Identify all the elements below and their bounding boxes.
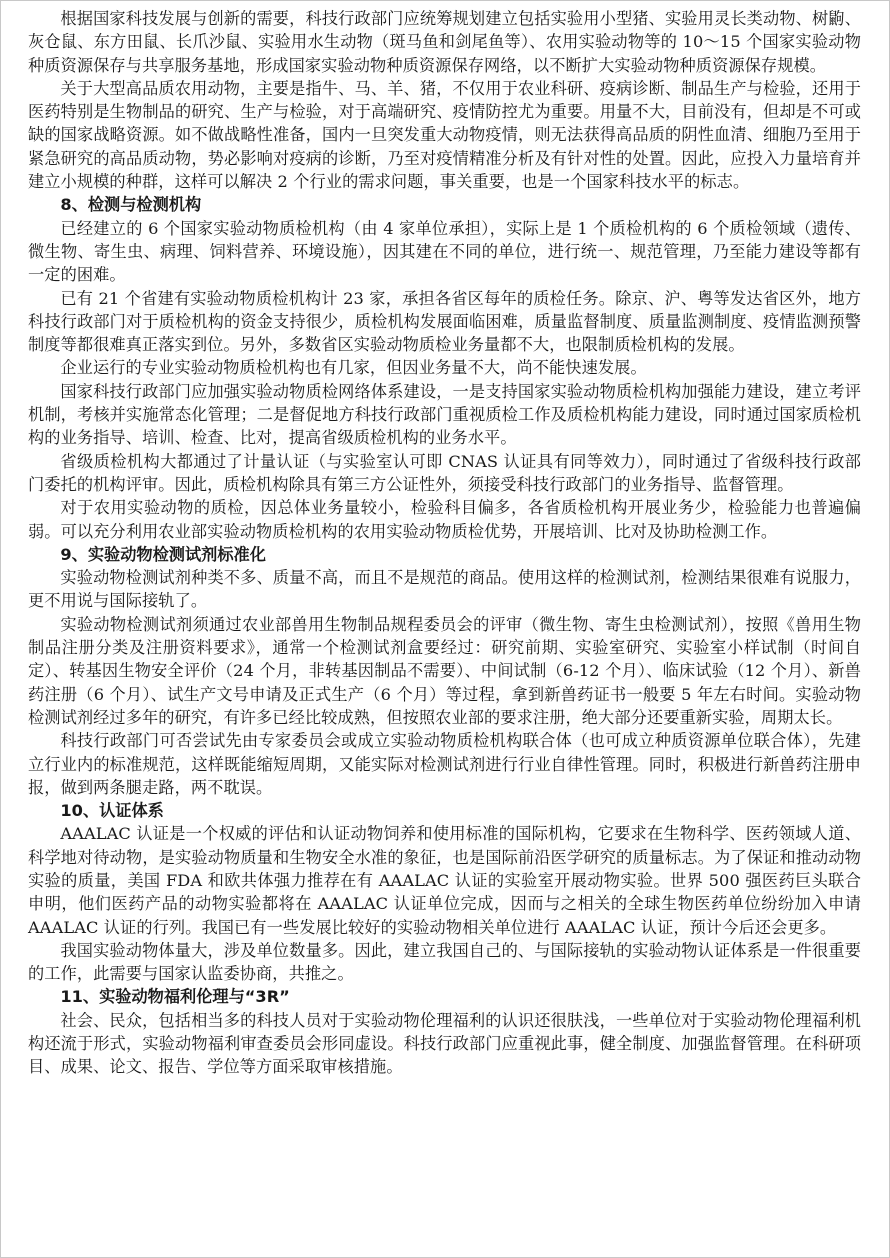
section-heading: 11、实验动物福利伦理与“3R” <box>60 987 290 1007</box>
body-paragraph: 关于大型高品质农用动物，主要是指牛、马、羊、猪，不仅用于农业科研、疫病诊断、制品生产与检验，还用于医药特别是生物制品的研究、生产与检验，对于高端研究、疫情防控尤为重要。用量不大，目前没有，但却是不可或缺的国家战略资源。如不做战略性准备，国内一旦突发重大动物疫情，则无法获得高品质的阴性血清、细胞乃至用于紧急研究的高品质动物，势必影响对疫病的诊断，乃至对疫情精准分析及有针对性的处置。因此，应投入力量培育并建立小规模的种群，这样可以解决 2 个行业的需求问题，事关重要，也是一个国家科技水平的标志。 <box>28 78 861 192</box>
body-paragraph: 根据国家科技发展与创新的需要，科技行政部门应统筹规划建立包括实验用小型猪、实验用灵长类动物、树鼩、灰仓鼠、东方田鼠、长爪沙鼠、实验用水生动物（斑马鱼和剑尾鱼等）、农用实验动物等的 10～15 个国家实验动物种质资源保存与共享服务基地，形成国家实验动物种质资源保存网络，以不断扩大实验动物种质资源保存规模。 <box>28 9 861 75</box>
body-paragraph: 科技行政部门可否尝试先由专家委员会或成立实验动物质检机构联合体（也可成立种质资源单位联合体），先建立行业内的标准规范，这样既能缩短周期，又能实际对检测试剂进行行业自律性管理。同时，积极进行新兽药注册申报，做到两条腿走路，两不耽误。 <box>28 731 861 797</box>
body-paragraph: 企业运行的专业实验动物质检机构也有几家，但因业务量不大，尚不能快速发展。 <box>60 358 647 378</box>
body-paragraph: 我国实验动物体量大，涉及单位数量多。因此，建立我国自己的、与国际接轨的实验动物认证体系是一件很重要的工作，此需要与国家认监委协商，共推之。 <box>28 940 861 984</box>
section-heading: 10、认证体系 <box>60 801 164 821</box>
document-body <box>28 7 861 1079</box>
body-paragraph: AAALAC 认证是一个权威的评估和认证动物饲养和使用标准的国际机构，它要求在生物科学、医药领域人道、科学地对待动物，是实验动物质量和生物安全水准的象征，也是国际前沿医学研究的质量标志。为了保证和推动动物实验的质量，美国 FDA 和欧共体强力推荐在有 AAALAC 认证的实验室开展动物实验。世界 500 强医药巨头联合申明，他们医药产品的动物实验都将在 AAALAC 认证单位完成，因而与之相关的全球生物医药单位纷纷加入申请 AAALAC 认证的行列。我国已有一些发展比较好的实验动物相关单位进行 AAALAC 认证，预计今后还会更多。 <box>28 824 861 937</box>
body-paragraph: 国家科技行政部门应加强实验动物质检网络体系建设，一是支持国家实验动物质检机构加强能力建设，建立考评机制，考核并实施常态化管理；二是督促地方科技行政部门重视质检工作及质检机构能力建设，同时通过国家质检机构的业务指导、培训、检查、比对，提高省级质检机构的业务水平。 <box>28 381 861 448</box>
section-heading: 9、实验动物检测试剂标准化 <box>60 544 266 564</box>
body-paragraph: 已经建立的 6 个国家实验动物质检机构（由 4 家单位承担），实际上是 1 个质检机构的 6 个质检领域（遗传、微生物、寄生虫、病理、饲料营养、环境设施），因其建在不同的单位，进行统一、规范管理，乃至能力建设等都有一定的困难。 <box>28 218 861 285</box>
body-paragraph: 对于农用实验动物的质检，因总体业务量较小，检验科目偏多，各省质检机构开展业务少，检验能力也普遍偏弱。可以充分利用农业部实验动物质检机构的农用实验动物质检优势，开展培训、比对及协助检测工作。 <box>28 498 861 541</box>
body-paragraph: 已有 21 个省建有实验动物质检机构计 23 家，承担各省区每年的质检任务。除京、沪、粤等发达省区外，地方科技行政部门对于质检机构的资金支持很少，质检机构发展面临困难，质量监督制度、质量监测制度、疫情监测预警制度等都很难真正落实到位。另外，多数省区实验动物质检业务量都不大，也限制质检机构的发展。 <box>28 288 861 355</box>
body-paragraph: 实验动物检测试剂须通过农业部兽用生物制品规程委员会的评审（微生物、寄生虫检测试剂），按照《兽用生物制品注册分类及注册资料要求》，通常一个检测试剂盒要经过：研究前期、实验室研究、实验室小样试制（时间自定）、转基因生物安全评价（24 个月，非转基因制品不需要）、中间试制（6-12 个月）、临床试验（12 个月）、新兽药注册（6 个月）、试生产文号申请及正式生产（6 个月）等过程，拿到新兽药证书一般要 5 年左右时间。实验动物检测试剂经过多年的研究，有许多已经比较成熟，但按照农业部的要求注册，绝大部分还要重新实验，周期太长。 <box>28 614 861 727</box>
section-heading: 8、检测与检测机构 <box>60 195 202 215</box>
body-paragraph: 省级质检机构大都通过了计量认证（与实验室认可即 CNAS 认证具有同等效力），同时通过了省级科技行政部门委托的机构评审。因此，质检机构除具有第三方公证性外，须接受科技行政部门的业务指导、监督管理。 <box>28 451 861 494</box>
body-paragraph: 实验动物检测试剂种类不多、质量不高，而且不是规范的商品。使用这样的检测试剂，检测结果很难有说服力，更不用说与国际接轨了。 <box>28 568 861 611</box>
body-paragraph: 社会、民众，包括相当多的科技人员对于实验动物伦理福利的认识还很肤浅，一些单位对于实验动物伦理福利机构还流于形式，实验动物福利审查委员会形同虚设。科技行政部门应重视此事，健全制度、加强监督管理。在科研项目、成果、论文、报告、学位等方面采取审核措施。 <box>28 1010 861 1077</box>
